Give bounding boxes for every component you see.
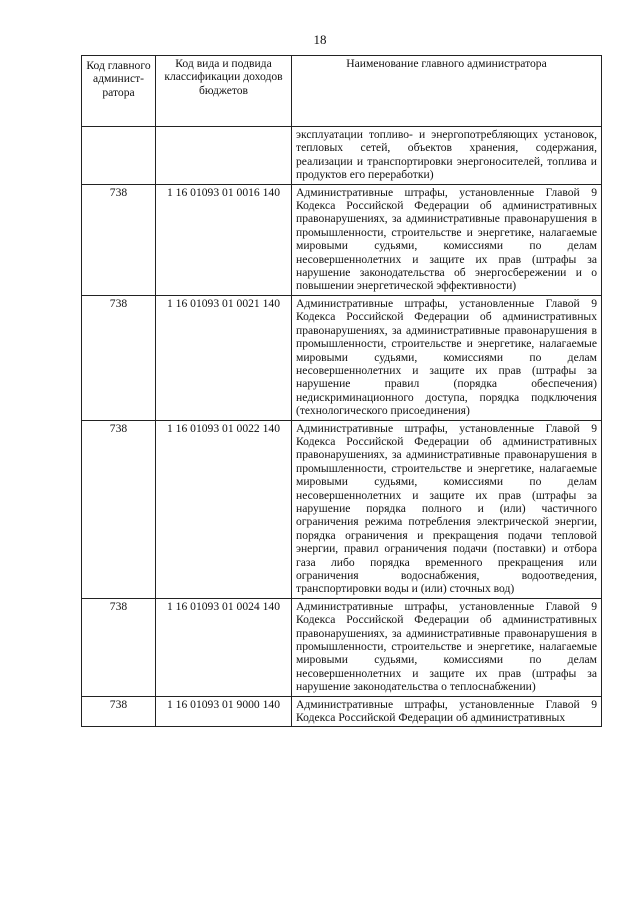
table-row [82, 127, 602, 185]
header-admin-code: Код главного админист-ратора [82, 56, 156, 127]
page-number: 18 [313, 32, 327, 47]
table-body [82, 127, 602, 727]
table-header-row [82, 56, 602, 127]
admin-name-cell: Административные штрафы, установленные Главой 9 Кодекса Российской Федерации об административных правонарушениях, за административные правонарушения в промышленности, строительстве и энергетике, налагаемые мировыми судьями, комиссиями по делам несовершеннолетних и защите их прав (штрафы за нарушение порядка полного и (или) частичного ограничения режима потребления электрической энергии, порядка ограничения и прекращения подачи тепловой энергии, правил ограничения подачи (поставки) и отбора газа либо порядка временного прекращения или ограничения водоснабжения, водоотведения, транспортировки воды и (или) сточных вод) [292, 420, 602, 598]
table-row [82, 598, 602, 696]
admin-code-cell: 738 [82, 696, 156, 727]
admin-code-cell: 738 [82, 295, 156, 420]
income-code-cell: 1 16 01093 01 9000 140 [156, 696, 292, 727]
admin-code-cell: 738 [82, 420, 156, 598]
admin-code-cell: 738 [82, 184, 156, 295]
admin-code-cell [82, 127, 156, 185]
income-code-cell: 1 16 01093 01 0016 140 [156, 184, 292, 295]
income-code-cell: 1 16 01093 01 0022 140 [156, 420, 292, 598]
income-code-cell [156, 127, 292, 185]
header-income-code: Код вида и подвида классификации доходов бюджетов [156, 56, 292, 127]
income-code-cell: 1 16 01093 01 0024 140 [156, 598, 292, 696]
table-row [82, 420, 602, 598]
table-row [82, 184, 602, 295]
header-admin-name: Наименование главного администратора [292, 56, 602, 127]
income-code-cell: 1 16 01093 01 0021 140 [156, 295, 292, 420]
admin-name-cell: Административные штрафы, установленные Главой 9 Кодекса Российской Федерации об административных правонарушениях, за административные правонарушения в промышленности, строительстве и энергетике, налагаемые мировыми судьями, комиссиями по делам несовершеннолетних и защите их прав (штрафы за нарушение правил (порядка обеспечения) недискриминационного доступа, порядка подключения (технологического присоединения) [292, 295, 602, 420]
table-row [82, 696, 602, 727]
admin-code-cell: 738 [82, 598, 156, 696]
admin-name-cell: эксплуатации топливо- и энергопотребляющих установок, тепловых сетей, объектов хранения, содержания, реализации и транспортировки энергоносителей, топлива и продуктов его переработки) [292, 127, 602, 185]
admin-name-cell: Административные штрафы, установленные Главой 9 Кодекса Российской Федерации об административных правонарушениях, за административные правонарушения в промышленности, строительстве и энергетике, налагаемые мировыми судьями, комиссиями по делам несовершеннолетних и защите их прав (штрафы за нарушение законодательства об энергосбережении и о повышении энергетической эффективности) [292, 184, 602, 295]
table-row [82, 295, 602, 420]
income-classification-table [81, 55, 602, 727]
admin-name-cell: Административные штрафы, установленные Главой 9 Кодекса Российской Федерации об административных правонарушениях, за административные правонарушения в промышленности, строительстве и энергетике, налагаемые мировыми судьями, комиссиями по делам несовершеннолетних и защите их прав (штрафы за нарушение законодательства о теплоснабжении) [292, 598, 602, 696]
admin-name-cell: Административные штрафы, установленные Главой 9 Кодекса Российской Федерации об административных [292, 696, 602, 727]
